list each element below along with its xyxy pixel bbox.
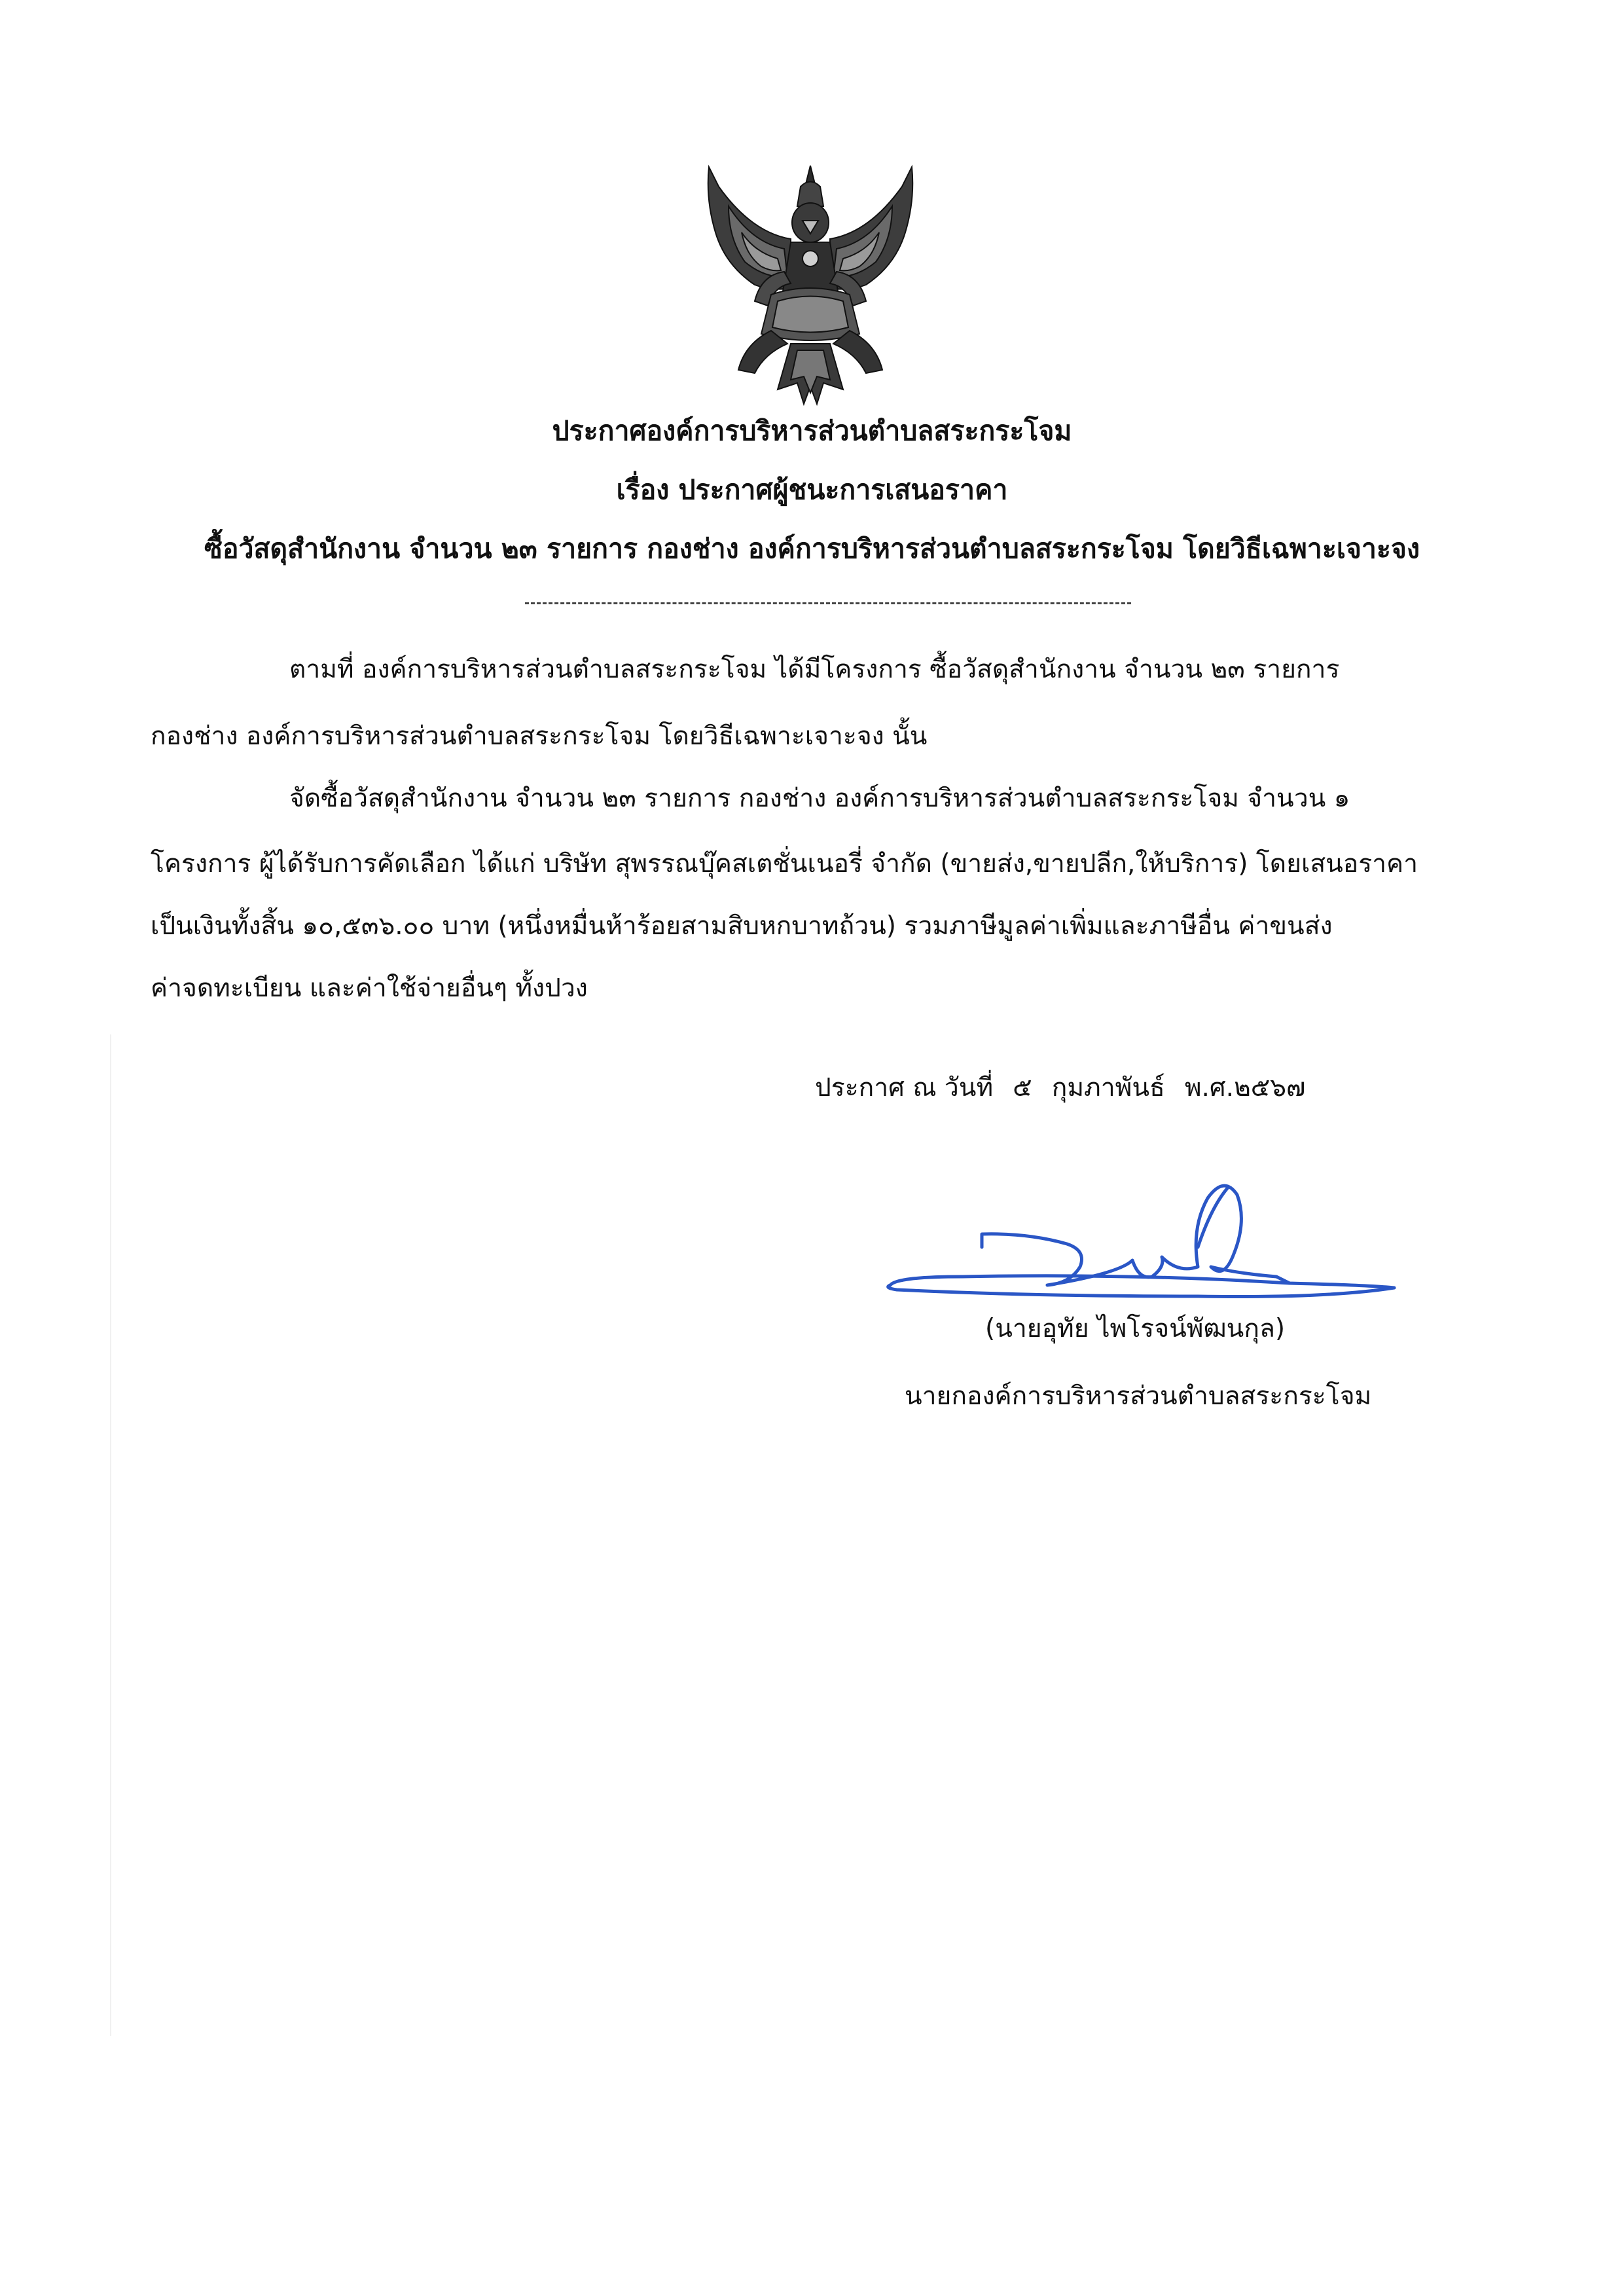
paragraph2-line3: เป็นเงินทั้งสิ้น ๑๐,๕๓๖.๐๐ บาท (หนึ่งหมื่นห้าร้อยสามสิบหกบาทถ้วน) รวมภาษีมูลค่าเพิ่มและภาษีอื่น ค่าขนส่ง (151, 911, 1333, 941)
date-day: ๕ (1013, 1073, 1032, 1102)
date-prefix: ประกาศ ณ วันที่ (815, 1073, 994, 1102)
paragraph1-line1: ตามที่ องค์การบริหารส่วนตำบลสระกระโจม ได้มีโครงการ ซื้อวัสดุสำนักงาน จำนวน ๒๓ รายการ (289, 655, 1340, 684)
date-year: พ.ศ.๒๕๖๗ (1184, 1073, 1306, 1102)
paragraph1-line2: กองช่าง องค์การบริหารส่วนตำบลสระกระโจม โดยวิธีเฉพาะเจาะจง นั้น (151, 721, 928, 751)
announcement-project: ซื้อวัสดุสำนักงาน จำนวน ๒๓ รายการ กองช่าง องค์การบริหารส่วนตำบลสระกระโจม โดยวิธีเฉพาะเจาะจง (204, 533, 1420, 564)
garuda-emblem-icon (693, 160, 928, 409)
announcement-date (815, 1068, 1305, 1108)
dashed-divider (525, 602, 1131, 604)
signatory-title: นายกองค์การบริหารส่วนตำบลสระกระโจม (905, 1381, 1372, 1411)
scan-edge-line (110, 1034, 111, 2036)
signatory-name: (นายอุทัย ไพโรจน์พัฒนกุล) (985, 1314, 1286, 1343)
date-month: กุมภาพันธ์ (1051, 1073, 1165, 1102)
announcement-title: ประกาศองค์การบริหารส่วนตำบลสระกระโจม (552, 415, 1072, 446)
paragraph2-line1: จัดซื้อวัสดุสำนักงาน จำนวน ๒๓ รายการ กองช่าง องค์การบริหารส่วนตำบลสระกระโจม จำนวน ๑ (289, 784, 1350, 813)
paragraph2-line2: โครงการ ผู้ได้รับการคัดเลือก ได้แก่ บริษัท สุพรรณบุ๊คสเตชั่นเนอรี่ จำกัด (ขายส่ง,ขายปลีก,ให้บริการ) โดยเสนอราคา (151, 849, 1418, 879)
paragraph2-line4: ค่าจดทะเบียน และค่าใช้จ่ายอื่นๆ ทั้งปวง (151, 974, 588, 1003)
announcement-subject: เรื่อง ประกาศผู้ชนะการเสนอราคา (616, 474, 1008, 505)
handwritten-signature (871, 1169, 1434, 1319)
